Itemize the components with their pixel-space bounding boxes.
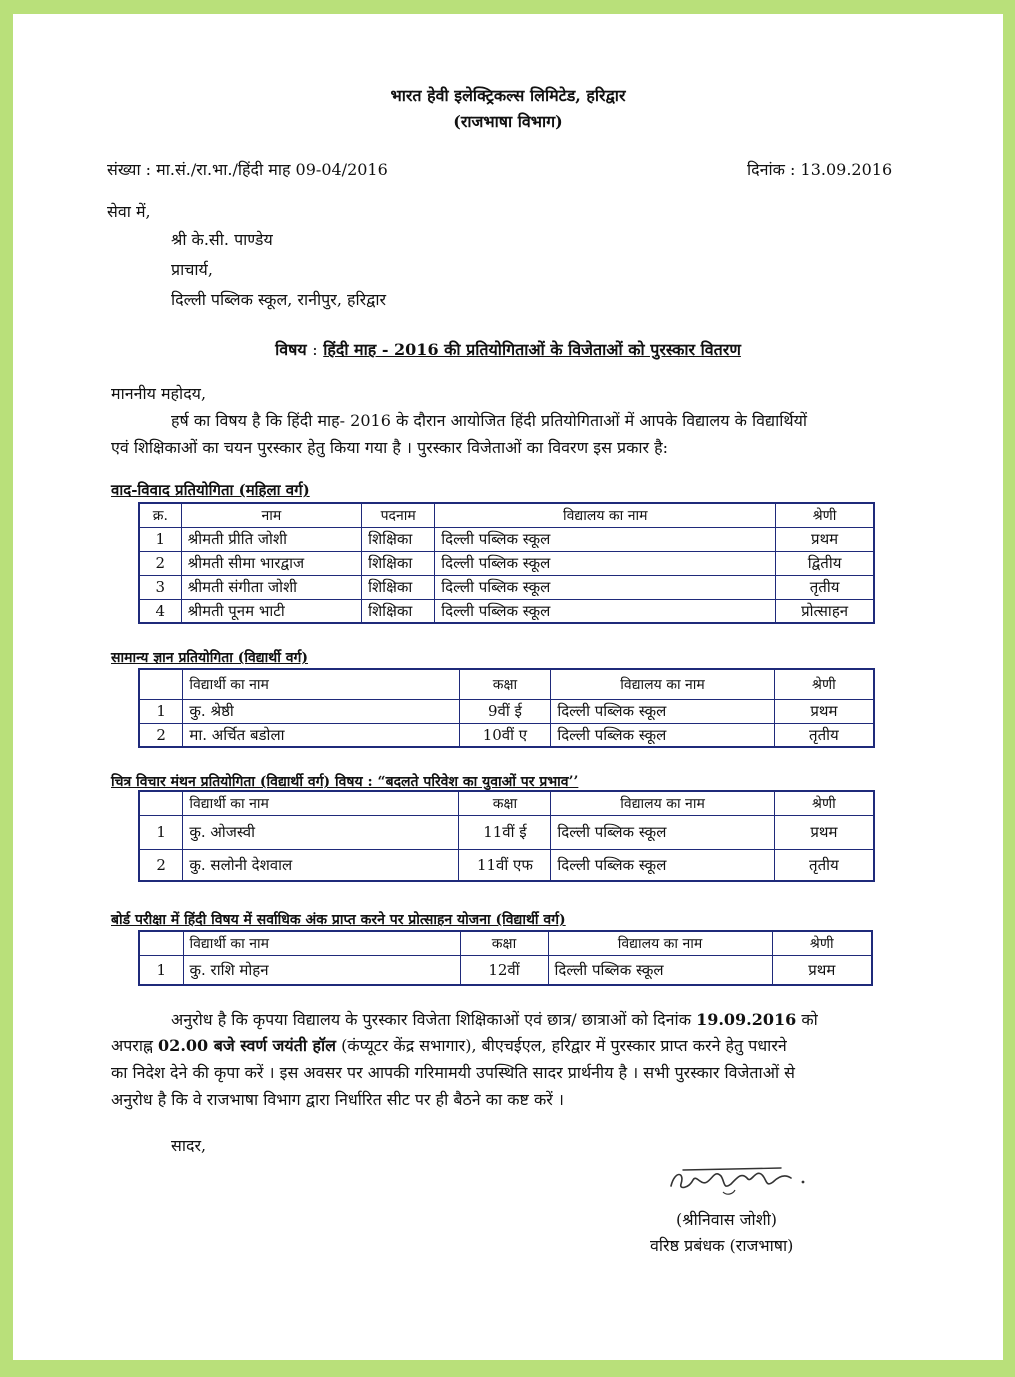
signatory-designation: वरिष्ठ प्रबंधक (राजभाषा) (650, 1236, 794, 1255)
table-cell: दिल्ली पब्लिक स्कूल (435, 599, 776, 623)
table-header-row (139, 931, 872, 955)
table-cell: श्रीमती संगीता जोशी (181, 575, 361, 599)
header-cell: पदनाम (362, 503, 435, 527)
header-cell: विद्यालय का नाम (551, 669, 774, 699)
table-cell: 2 (139, 723, 183, 747)
subject-colon: : (312, 340, 318, 359)
table-row (139, 575, 874, 599)
header-cell: विद्यार्थी का नाम (183, 931, 460, 955)
section-4-table (138, 930, 873, 986)
table-cell: शिक्षिका (362, 551, 435, 575)
table-cell: तृतीय (776, 575, 874, 599)
table-cell: 11वीं एफ (459, 849, 551, 881)
table-cell: श्रीमती प्रीति जोशी (181, 527, 361, 551)
table-header-row (139, 669, 874, 699)
section-3-title: चित्र विचार मंथन प्रतियोगिता (विद्यार्थी वर्ग) विषय : “बदलते परिवेश का युवाओं पर प्रभाव’’ (111, 774, 579, 790)
salutation-to: सेवा में, (107, 202, 151, 221)
letter-date: दिनांक : 13.09.2016 (747, 160, 893, 179)
header-cell: नाम (181, 503, 361, 527)
header-cell: विद्यालय का नाम (548, 931, 772, 955)
table-header-row (139, 503, 874, 527)
table-cell: 1 (139, 527, 181, 551)
table-cell: 9वीं ई (459, 699, 551, 723)
header-cell: क्र. (139, 503, 181, 527)
table-cell: द्वितीय (776, 551, 874, 575)
header-cell: श्रेणी (774, 791, 874, 815)
table-cell: मा. अर्चित बडोला (183, 723, 459, 747)
addressee-address: दिल्ली पब्लिक स्कूल, रानीपुर, हरिद्वार (171, 290, 387, 309)
event-date: 19.09.2016 (696, 1010, 797, 1029)
table-cell: 2 (139, 551, 181, 575)
request-line-2 (111, 1036, 787, 1056)
section-1-table (138, 502, 875, 624)
reference-number: संख्या : मा.सं./रा.भा./हिंदी माह 09-04/2016 (107, 160, 388, 179)
section-4-title: बोर्ड परीक्षा में हिंदी विषय में सर्वाधिक अंक प्राप्त करने पर प्रोत्साहन योजना (विद्यार्थी वर्ग) (111, 912, 566, 928)
table-cell: कु. राशि मोहन (183, 955, 460, 985)
table-cell: दिल्ली पब्लिक स्कूल (548, 955, 772, 985)
table-cell: शिक्षिका (362, 599, 435, 623)
event-time-venue: 02.00 बजे स्वर्ण जयंती हॉल (158, 1036, 337, 1055)
letter-page (13, 14, 1003, 1360)
table-cell: शिक्षिका (362, 575, 435, 599)
intro-line-1: हर्ष का विषय है कि हिंदी माह- 2016 के दौरान आयोजित हिंदी प्रतियोगिताओं में आपके विद्यालय के विद्यार्थियों (171, 411, 808, 430)
table-row (139, 955, 872, 985)
table-row (139, 849, 874, 881)
greeting: माननीय महोदय, (111, 384, 207, 403)
table-cell: श्रीमती पूनम भाटी (181, 599, 361, 623)
header-cell: श्रेणी (774, 669, 874, 699)
table-cell: दिल्ली पब्लिक स्कूल (435, 551, 776, 575)
request-text: को (796, 1010, 818, 1029)
table-cell: प्रथम (776, 527, 874, 551)
addressee-designation: प्राचार्य, (171, 260, 213, 279)
table-cell: 11वीं ई (459, 815, 551, 849)
header-cell (139, 669, 183, 699)
header-cell: विद्यार्थी का नाम (183, 791, 459, 815)
intro-line-2: एवं शिक्षिकाओं का चयन पुरस्कार हेतु किया गया है । पुरस्कार विजेताओं का विवरण इस प्रकार है: (111, 438, 669, 457)
table-cell: 1 (139, 955, 183, 985)
table-cell: प्रथम (774, 699, 874, 723)
org-name: भारत हेवी इलेक्ट्रिकल्स लिमिटेड, हरिद्वार (390, 86, 626, 105)
addressee-name: श्री के.सी. पाण्डेय (171, 230, 273, 249)
table-cell: श्रीमती सीमा भारद्वाज (181, 551, 361, 575)
header-cell: श्रेणी (772, 931, 872, 955)
closing: सादर, (171, 1136, 207, 1155)
table-row (139, 815, 874, 849)
section-2-table (138, 668, 875, 748)
header-cell: कक्षा (460, 931, 548, 955)
header-cell (139, 931, 183, 955)
table-cell: 12वीं (460, 955, 548, 985)
table-cell: दिल्ली पब्लिक स्कूल (551, 815, 774, 849)
table-cell: कु. सलोनी देशवाल (183, 849, 459, 881)
table-cell: कु. श्रेष्ठी (183, 699, 459, 723)
table-cell: 1 (139, 699, 183, 723)
table-cell: दिल्ली पब्लिक स्कूल (435, 575, 776, 599)
table-cell: तृतीय (774, 849, 874, 881)
section-1-title: वाद-विवाद प्रतियोगिता (महिला वर्ग) (111, 481, 310, 499)
table-cell: 4 (139, 599, 181, 623)
table-row (139, 723, 874, 747)
subject-label: विषय (275, 340, 307, 359)
table-row (139, 599, 874, 623)
table-cell: 1 (139, 815, 183, 849)
header-cell: कक्षा (459, 669, 551, 699)
request-text: (कंप्यूटर केंद्र सभागार), बीएचईएल, हरिद्वार में पुरस्कार प्राप्त करने हेतु पधारने (336, 1036, 787, 1055)
table-header-row (139, 791, 874, 815)
table-cell: प्रथम (774, 815, 874, 849)
table-cell: प्रथम (772, 955, 872, 985)
signatory-name: (श्रीनिवास जोशी) (676, 1210, 777, 1229)
request-text: अपराह्न (111, 1036, 159, 1055)
handwritten-signature (663, 1160, 813, 1200)
header-cell: विद्यार्थी का नाम (183, 669, 459, 699)
section-2-title: सामान्य ज्ञान प्रतियोगिता (विद्यार्थी वर्ग) (111, 650, 308, 666)
table-cell: दिल्ली पब्लिक स्कूल (551, 699, 774, 723)
request-line-4: अनुरोध है कि वे राजभाषा विभाग द्वारा निर्धारित सीट पर ही बैठने का कष्ट करें । (111, 1090, 564, 1109)
header-cell: विद्यालय का नाम (435, 503, 776, 527)
header-cell: कक्षा (459, 791, 551, 815)
table-cell: दिल्ली पब्लिक स्कूल (435, 527, 776, 551)
subject-text: हिंदी माह - 2016 की प्रतियोगिताओं के विजेताओं को पुरस्कार वितरण (323, 340, 741, 359)
header-cell: विद्यालय का नाम (551, 791, 774, 815)
table-cell: तृतीय (774, 723, 874, 747)
table-cell: प्रोत्साहन (776, 599, 874, 623)
table-cell: शिक्षिका (362, 527, 435, 551)
table-row (139, 551, 874, 575)
table-cell: 10वीं ए (459, 723, 551, 747)
section-3-table (138, 790, 875, 882)
table-cell: दिल्ली पब्लिक स्कूल (551, 723, 774, 747)
subject-line (13, 340, 1003, 360)
request-line-3: का निदेश देने की कृपा करें । इस अवसर पर आपकी गरिमामयी उपस्थिति सादर प्रार्थनीय है । सभी पुरस्कार विजेताओं से (111, 1063, 795, 1082)
table-cell: कु. ओजस्वी (183, 815, 459, 849)
table-cell: दिल्ली पब्लिक स्कूल (551, 849, 774, 881)
header-cell (139, 791, 183, 815)
request-text: अनुरोध है कि कृपया विद्यालय के पुरस्कार विजेता शिक्षिकाओं एवं छात्र/ छात्राओं को दिनांक (171, 1010, 697, 1029)
request-line-1 (171, 1010, 818, 1030)
table-row (139, 527, 874, 551)
header-cell: श्रेणी (776, 503, 874, 527)
department-name: (राजभाषा विभाग) (453, 112, 563, 131)
table-row (139, 699, 874, 723)
table-cell: 2 (139, 849, 183, 881)
table-cell: 3 (139, 575, 181, 599)
